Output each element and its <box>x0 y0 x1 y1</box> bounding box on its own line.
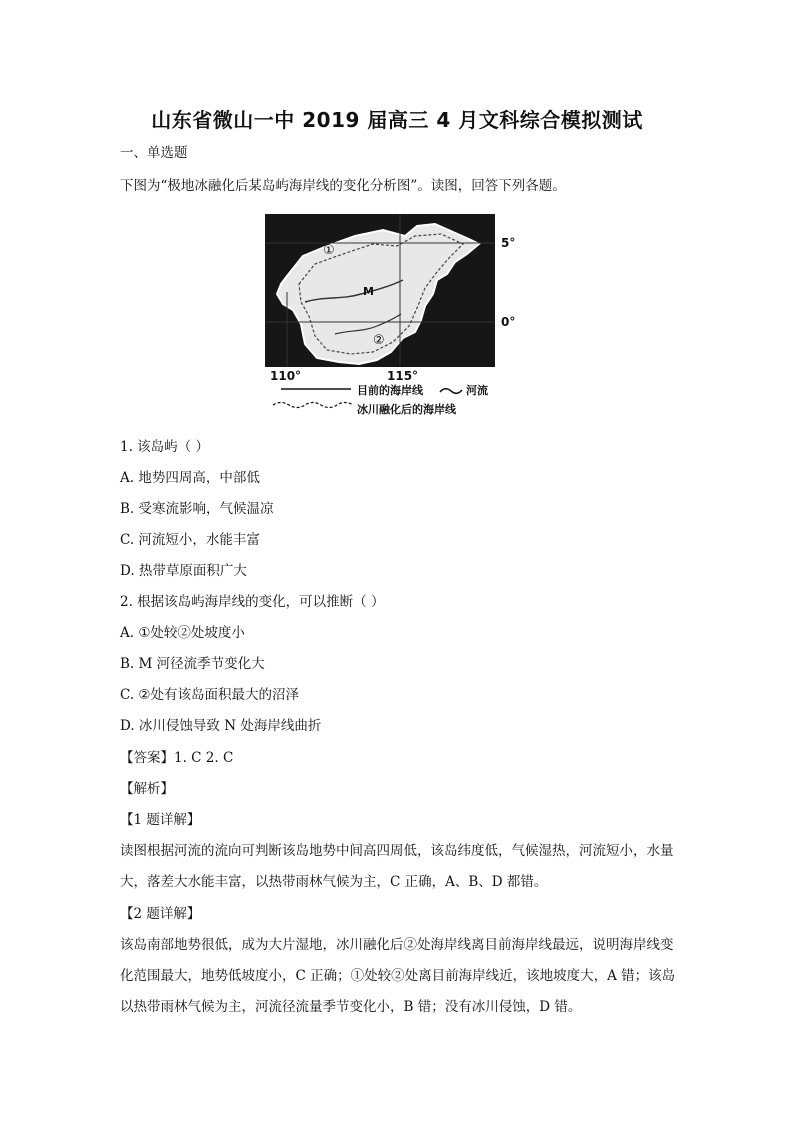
question-2-option-b: B. M 河径流季节变化大 <box>120 656 265 672</box>
section-heading: 一、单选题 <box>120 145 188 161</box>
lon-110-label: 110° <box>270 369 302 383</box>
island-map <box>265 214 495 367</box>
legend-river-symbol <box>439 386 463 396</box>
legend-current-coastline: 目前的海岸线 <box>357 384 423 397</box>
lat-0-label: 0° <box>501 315 516 329</box>
legend-lines <box>273 384 353 414</box>
label-2: ② <box>373 333 385 348</box>
page-title: 山东省微山一中 2019 届高三 4 月文科综合模拟测试 <box>151 108 643 132</box>
question-1-option-c: C. 河流短小，水能丰富 <box>120 532 260 548</box>
question-1-stem: 1. 该岛屿（ ） <box>120 439 209 455</box>
detail-2-text: 该岛南部地势很低，成为大片湿地，冰川融化后②处海岸线离目前海岸线最远，说明海岸线变化范围最大，地势低坡度小，C 正确；①处较②处离目前海岸线近，该地坡度大，A 错；该岛以热带雨林气候为主，河流径流量季节变化小，B 错；没有冰川侵蚀，D 错。 <box>120 937 676 1015</box>
label-1: ① <box>323 243 335 258</box>
island-coastline-figure <box>265 214 520 419</box>
question-2-option-c: C. ②处有该岛面积最大的沼泽 <box>120 687 300 703</box>
intro-text: 下图为“极地冰融化后某岛屿海岸线的变化分析图”。读图，回答下列各题。 <box>120 178 566 194</box>
question-2-option-a: A. ①处较②处坡度小 <box>120 625 245 641</box>
detail-2-heading: 【2 题详解】 <box>120 906 201 922</box>
lat-5-label: 5° <box>501 236 516 250</box>
question-1-option-a: A. 地势四周高，中部低 <box>120 470 260 486</box>
label-m: M <box>363 285 374 298</box>
question-2-stem: 2. 根据该岛屿海岸线的变化，可以推断（ ） <box>120 594 385 610</box>
detail-1-text: 读图根据河流的流向可判断该岛地势中间高四周低，该岛纬度低，气候湿热，河流短小，水量大，落差大水能丰富，以热带雨林气候为主，C 正确，A、B、D 都错。 <box>120 843 674 890</box>
legend-river: 河流 <box>466 384 488 397</box>
answer-line: 【答案】1. C 2. C <box>120 750 234 766</box>
legend-melted-coastline: 冰川融化后的海岸线 <box>357 403 456 416</box>
question-1-option-b: B. 受寒流影响，气候温凉 <box>120 501 274 517</box>
question-2-option-d: D. 冰川侵蚀导致 N 处海岸线曲折 <box>120 718 322 734</box>
question-1-option-d: D. 热带草原面积广大 <box>120 563 247 579</box>
lon-115-label: 115° <box>387 369 419 383</box>
detail-1-heading: 【1 题详解】 <box>120 812 201 828</box>
analysis-heading: 【解析】 <box>120 781 174 797</box>
